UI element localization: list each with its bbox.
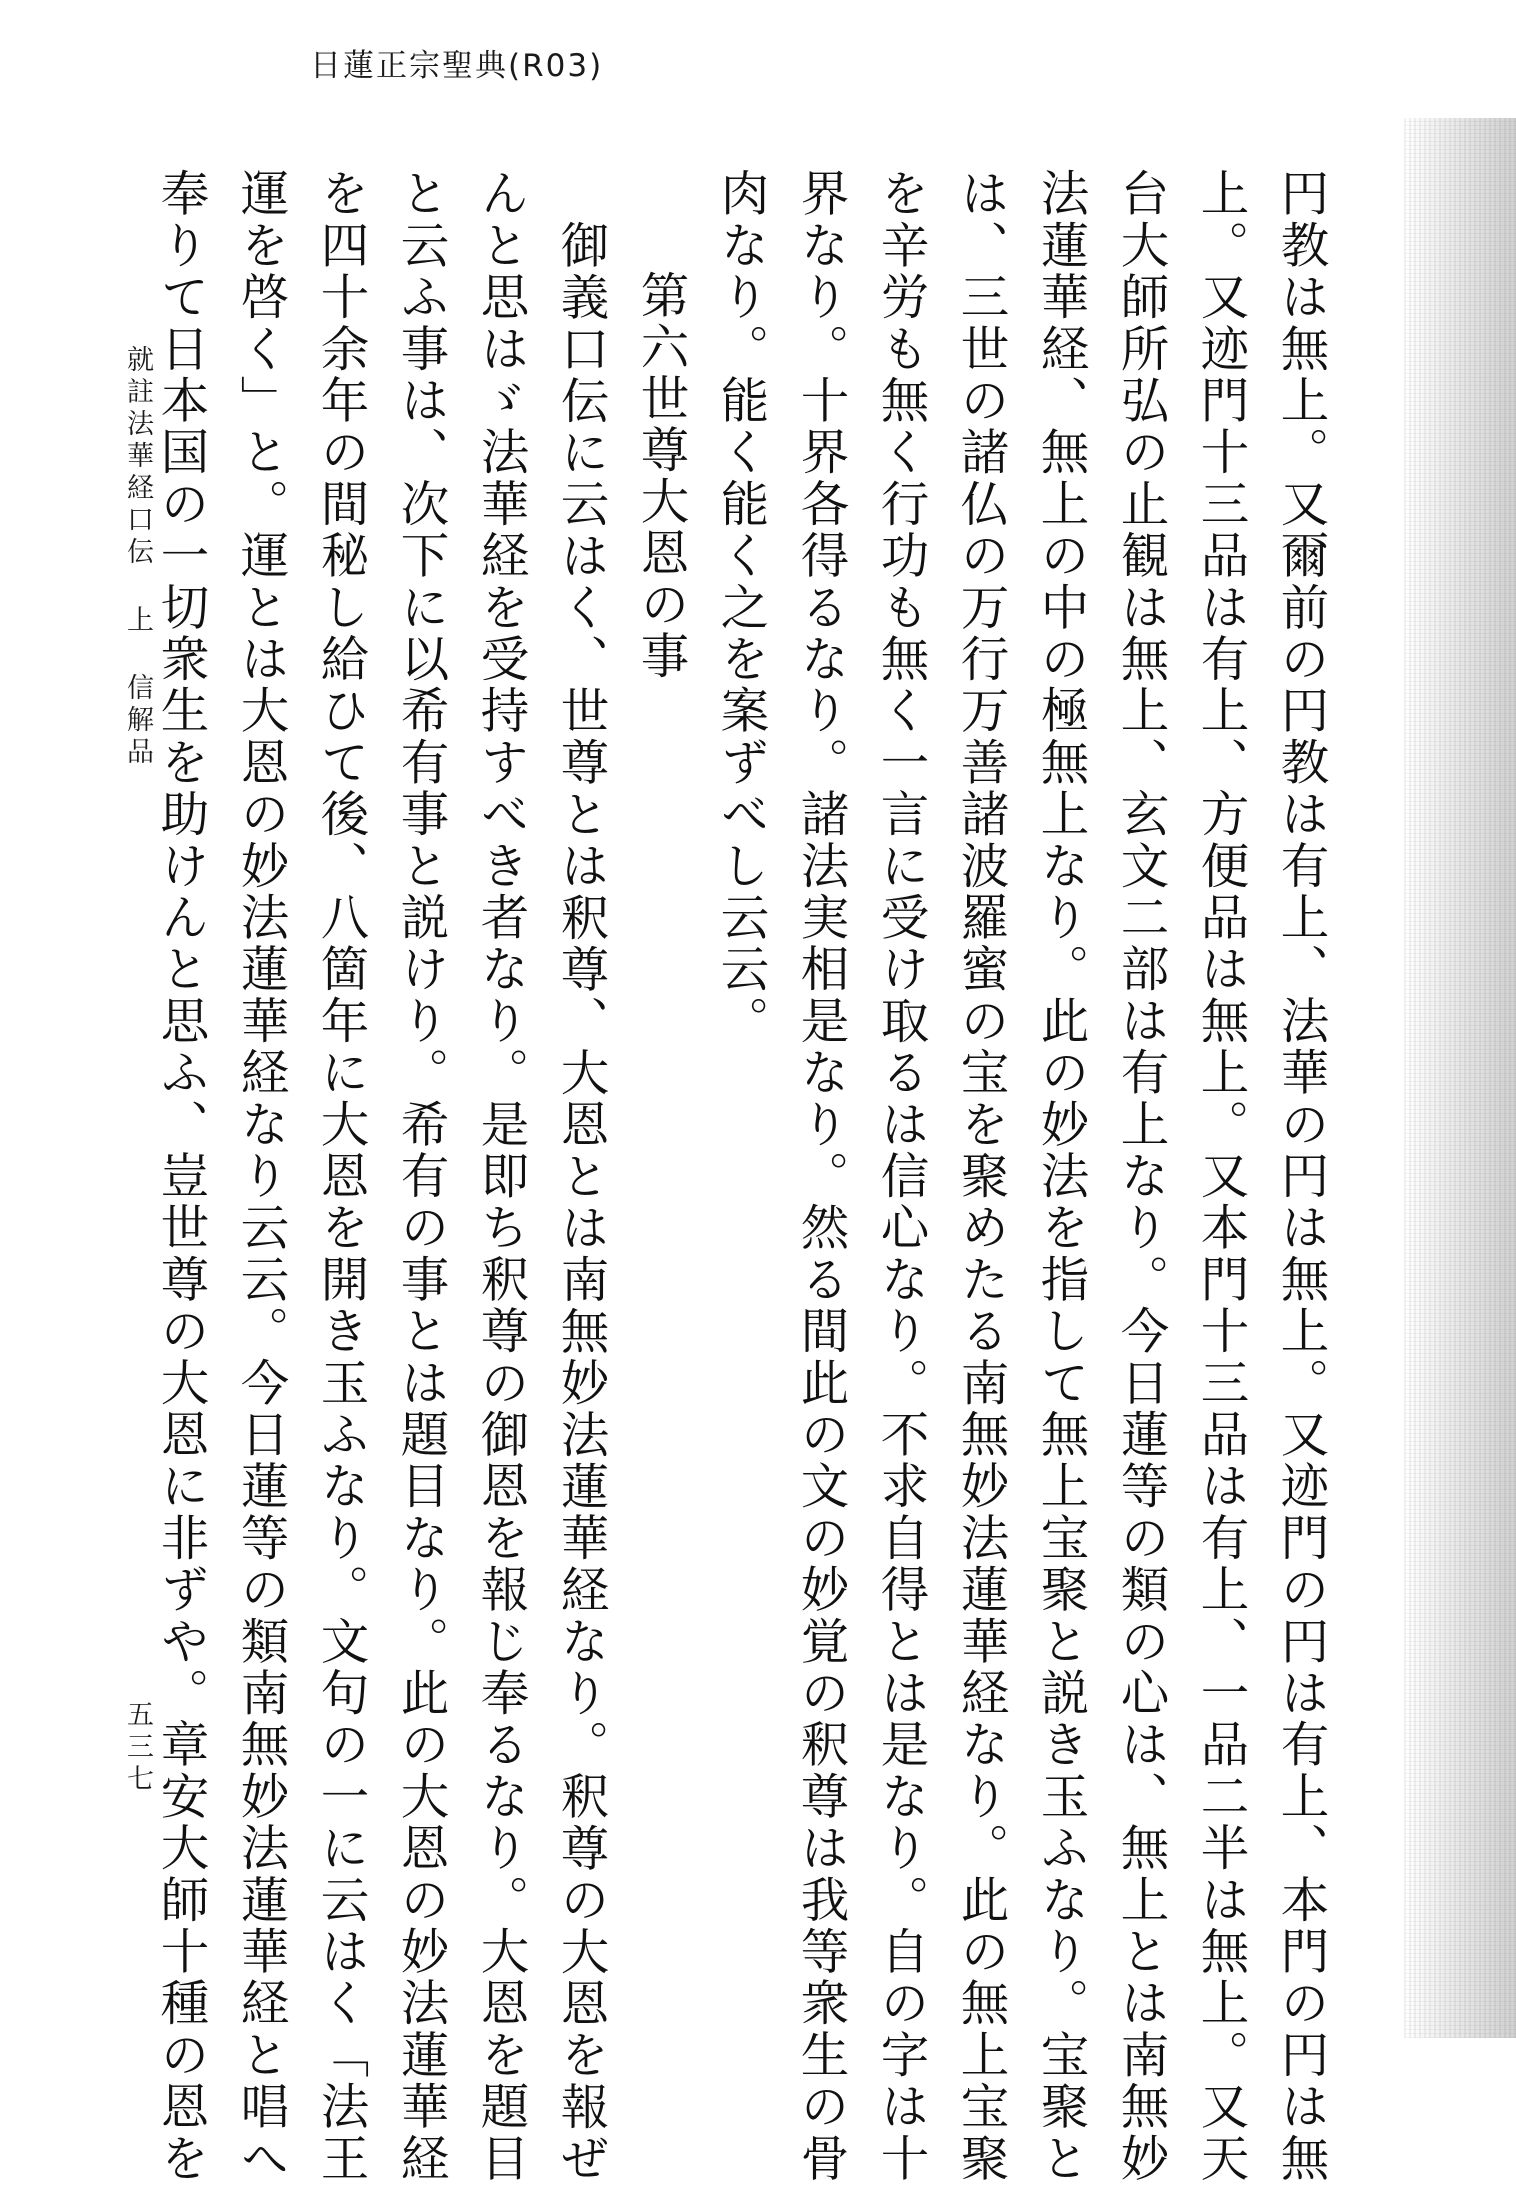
text-line: 円教は無上。又爾前の円教は有上、法華の円は無上。又迹門の円は有上、本門の円は無 <box>1272 168 1328 2185</box>
text-line: 御義口伝に云はく、世尊とは釈尊、大恩とは南無妙法蓮華経なり。釈尊の大恩を報ぜ <box>552 220 608 2185</box>
section-heading-number: 第六 <box>632 270 688 373</box>
page-number: 五三七 <box>122 1700 153 1796</box>
text-line: を辛労も無く行功も無く一言に受け取るは信心なり。不求自得とは是なり。自の字は十 <box>872 168 928 2185</box>
text-line: を四十余年の間秘し給ひて後、八箇年に大恩を開き玉ふなり。文句の一に云はく「法王 <box>312 168 368 2185</box>
body-text <box>150 168 1340 2185</box>
section-heading <box>620 168 700 2028</box>
running-footer: 就註法華経口伝 上 信解品 <box>122 345 153 769</box>
page-header-title: 日蓮正宗聖典(R03) <box>310 48 604 84</box>
text-line: と云ふ事は、次下に以希有事と説けり。希有の事とは題目なり。此の大恩の妙法蓮華経 <box>392 168 448 2185</box>
text-line: 法蓮華経、無上の中の極無上なり。此の妙法を指して無上宝聚と説き玉ふなり。宝聚と <box>1032 168 1088 2185</box>
text-line: は、三世の諸仏の万行万善諸波羅蜜の宝を聚めたる南無妙法蓮華経なり。此の無上宝聚 <box>952 168 1008 2185</box>
text-line: 台大師所弘の止観は無上、玄文二部は有上なり。今日蓮等の類の心は、無上とは南無妙 <box>1112 168 1168 2185</box>
section-heading-title: 世尊大恩の事 <box>632 373 688 682</box>
text-line: 界なり。十界各得るなり。諸法実相是なり。然る間此の文の妙覚の釈尊は我等衆生の骨 <box>792 168 848 2185</box>
text-line: 肉なり。能く能く之を案ずべし云云。 <box>712 168 768 1047</box>
text-line: んと思はゞ法華経を受持すべき者なり。是即ち釈尊の御恩を報じ奉るなり。大恩を題目 <box>472 168 528 2185</box>
text-line: 上。又迹門十三品は有上、方便品は無上。又本門十三品は有上、一品二半は無上。又天 <box>1192 168 1248 2185</box>
page-edge-shading <box>1404 118 1516 2038</box>
text-line: 運を啓く」と。運とは大恩の妙法蓮華経なり云云。今日蓮等の類南無妙法蓮華経と唱へ <box>232 168 288 2185</box>
text-line: 奉りて日本国の一切衆生を助けんと思ふ、豈世尊の大恩に非ずや。章安大師十種の恩を <box>152 168 208 2185</box>
